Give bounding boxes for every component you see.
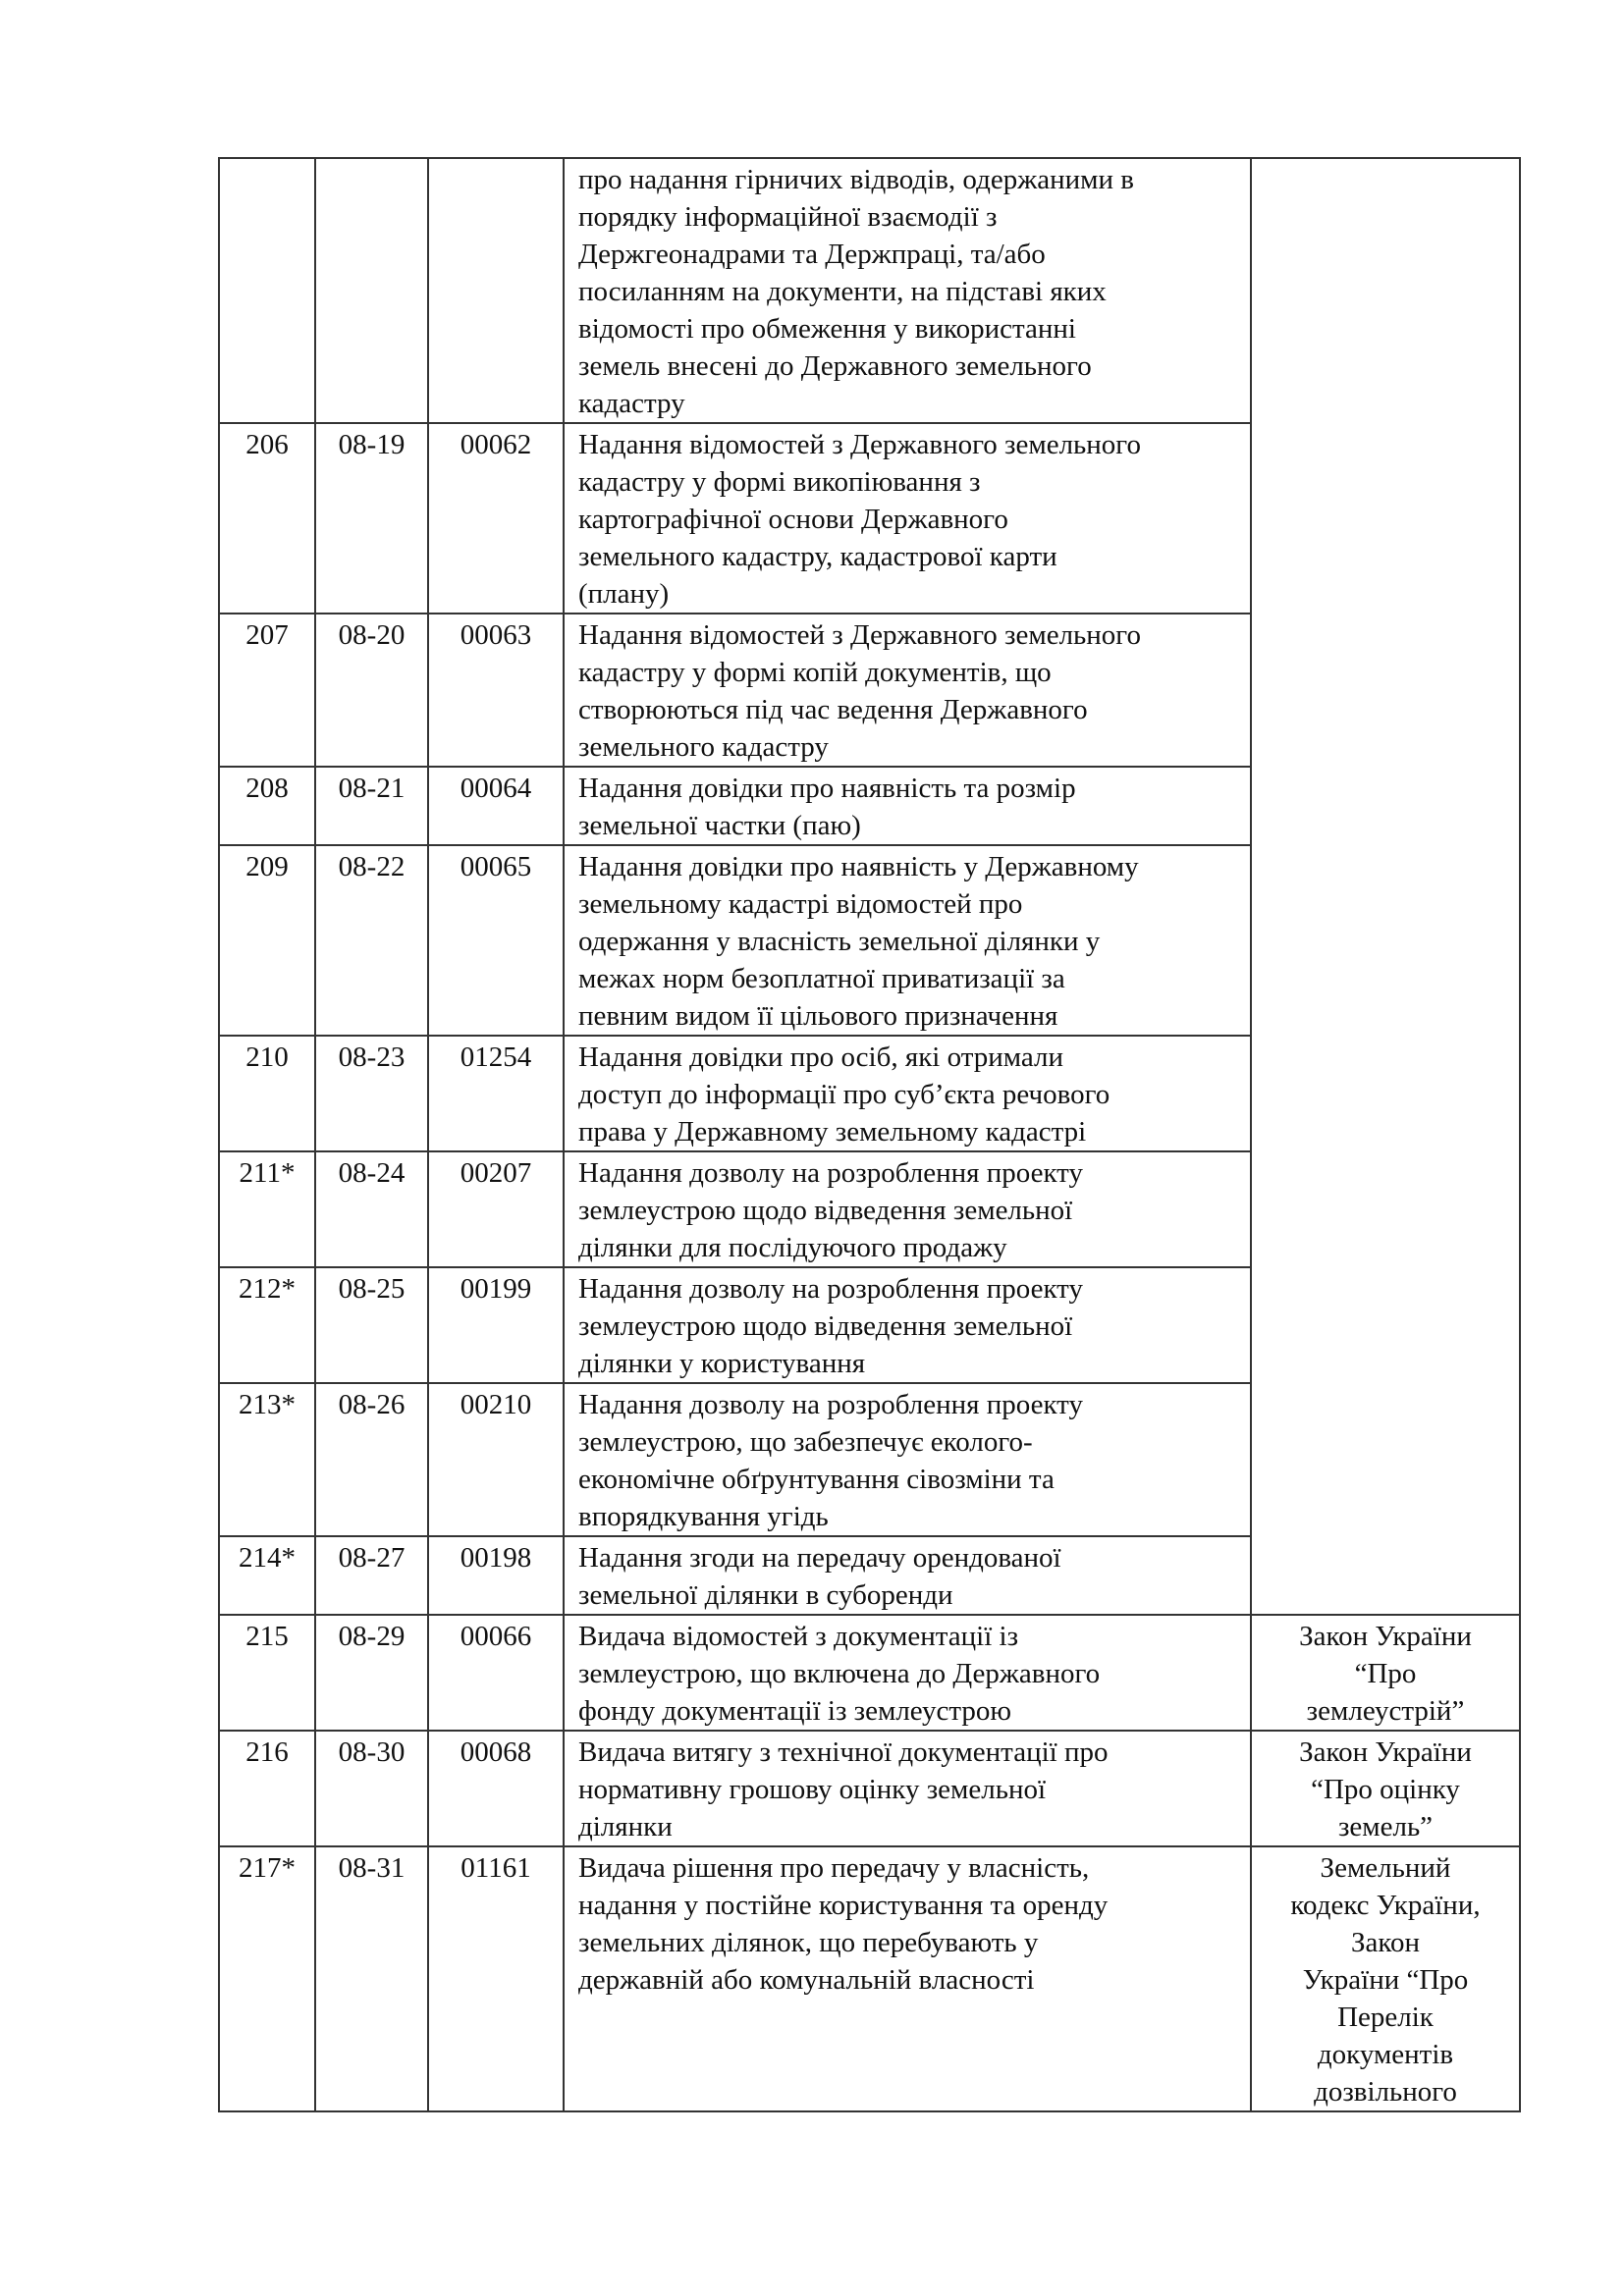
service-code — [315, 158, 428, 423]
table-row — [219, 1615, 1520, 1731]
service-id: 00066 — [428, 1615, 564, 1731]
description-line: Надання довідки про наявність у Державному — [578, 851, 1139, 882]
row-number: 212* — [219, 1267, 315, 1383]
description-line: відомості про обмеження у використанні — [578, 313, 1076, 345]
description-line: економічне обґрунтування сівозміни та — [578, 1464, 1055, 1495]
description-line: Надання довідки про наявність та розмір — [578, 773, 1076, 804]
description-line: Надання згоди на передачу орендованої — [578, 1542, 1061, 1574]
description-line: земельного кадастру, кадастрової карти — [578, 541, 1057, 572]
description-line: порядку інформаційної взаємодії з — [578, 201, 998, 233]
service-id: 00062 — [428, 423, 564, 614]
description-line: державній або комунальній власності — [578, 1964, 1035, 1996]
services-table — [218, 157, 1521, 2112]
table-body — [219, 158, 1520, 2111]
description-line: кадастру — [578, 388, 685, 419]
service-id: 00210 — [428, 1383, 564, 1536]
row-number: 211* — [219, 1151, 315, 1267]
description-line: (плану) — [578, 578, 670, 610]
service-description — [564, 1036, 1251, 1151]
row-number: 206 — [219, 423, 315, 614]
service-description — [564, 845, 1251, 1036]
description-line: Видача витягу з технічної документації про — [578, 1736, 1109, 1768]
legal-basis-line: Закон України — [1299, 1621, 1472, 1652]
service-code: 08-23 — [315, 1036, 428, 1151]
legal-basis-cell — [1251, 1731, 1520, 1846]
description-line: Надання дозволу на розроблення проекту — [578, 1389, 1083, 1420]
legal-basis-line: Земельний — [1320, 1852, 1451, 1884]
legal-basis-line: Перелік — [1337, 2002, 1434, 2033]
legal-basis-line: земель” — [1337, 1811, 1434, 1842]
service-code: 08-24 — [315, 1151, 428, 1267]
legal-basis-line: Закон України — [1299, 1736, 1472, 1768]
description-line: Надання відомостей з Державного земельного — [578, 429, 1141, 460]
service-code: 08-30 — [315, 1731, 428, 1846]
table-row — [219, 1846, 1520, 2111]
description-line: певним видом її цільового призначення — [578, 1000, 1058, 1032]
legal-basis-line: Закон — [1350, 1927, 1421, 1958]
legal-basis-line: “Про оцінку — [1311, 1774, 1460, 1805]
description-line: земельної частки (паю) — [578, 810, 861, 841]
description-line: кадастру у формі викопіювання з — [578, 466, 981, 498]
service-code: 08-20 — [315, 614, 428, 767]
service-id — [428, 158, 564, 423]
row-number: 217* — [219, 1846, 315, 2111]
legal-basis-line: дозвільного — [1314, 2076, 1457, 2108]
row-number: 214* — [219, 1536, 315, 1615]
description-line: посиланням на документи, на підставі яких — [578, 276, 1107, 307]
service-code: 08-25 — [315, 1267, 428, 1383]
service-code: 08-29 — [315, 1615, 428, 1731]
description-line: надання у постійне користування та оренду — [578, 1890, 1109, 1921]
description-line: нормативну грошову оцінку земельної — [578, 1774, 1047, 1805]
table-row — [219, 1731, 1520, 1846]
description-line: земельного кадастру — [578, 731, 829, 763]
service-description — [564, 767, 1251, 845]
description-line: про надання гірничих відводів, одержаними в — [578, 164, 1134, 195]
description-line: ділянки для послідуючого продажу — [578, 1232, 1007, 1263]
service-code: 08-31 — [315, 1846, 428, 2111]
description-line: ділянки — [578, 1811, 673, 1842]
row-number — [219, 158, 315, 423]
description-line: межах норм безоплатної приватизації за — [578, 963, 1065, 994]
service-id: 01161 — [428, 1846, 564, 2111]
legal-basis-cell — [1251, 1846, 1520, 2111]
description-line: земельному кадастрі відомостей про — [578, 888, 1023, 920]
description-line: кадастру у формі копій документів, що — [578, 657, 1052, 688]
service-id: 00199 — [428, 1267, 564, 1383]
service-id: 00063 — [428, 614, 564, 767]
service-description — [564, 1267, 1251, 1383]
service-code: 08-21 — [315, 767, 428, 845]
service-code: 08-27 — [315, 1536, 428, 1615]
service-description — [564, 1151, 1251, 1267]
row-number: 216 — [219, 1731, 315, 1846]
service-id: 00068 — [428, 1731, 564, 1846]
description-line: права у Державному земельному кадастрі — [578, 1116, 1087, 1148]
row-number: 207 — [219, 614, 315, 767]
description-line: Видача відомостей з документації із — [578, 1621, 1019, 1652]
row-number: 210 — [219, 1036, 315, 1151]
row-number: 215 — [219, 1615, 315, 1731]
service-description — [564, 1731, 1251, 1846]
service-description — [564, 1536, 1251, 1615]
row-number: 208 — [219, 767, 315, 845]
legal-basis-line: землеустрій” — [1306, 1695, 1465, 1727]
description-line: землеустрою, що включена до Державного — [578, 1658, 1101, 1689]
description-line: землеустрою щодо відведення земельної — [578, 1310, 1073, 1342]
row-number: 213* — [219, 1383, 315, 1536]
service-description — [564, 1383, 1251, 1536]
description-line: Держгеонадрами та Держпраці, та/або — [578, 239, 1046, 270]
description-line: впорядкування угідь — [578, 1501, 829, 1532]
description-line: одержання у власність земельної ділянки у — [578, 926, 1101, 957]
legal-basis-line: документів — [1317, 2039, 1454, 2070]
service-id: 00065 — [428, 845, 564, 1036]
legal-basis-cell — [1251, 158, 1520, 1615]
service-code: 08-19 — [315, 423, 428, 614]
service-id: 00207 — [428, 1151, 564, 1267]
service-code: 08-26 — [315, 1383, 428, 1536]
service-description — [564, 1846, 1251, 2111]
description-line: доступ до інформації про суб’єкта речового — [578, 1079, 1110, 1110]
description-line: землеустрою щодо відведення земельної — [578, 1195, 1073, 1226]
service-id: 00198 — [428, 1536, 564, 1615]
description-line: земельної ділянки в суборенди — [578, 1579, 953, 1611]
description-line: Надання відомостей з Державного земельного — [578, 619, 1141, 651]
service-description — [564, 158, 1251, 423]
description-line: картографічної основи Державного — [578, 504, 1008, 535]
description-line: Видача рішення про передачу у власність, — [578, 1852, 1090, 1884]
description-line: землеустрою, що забезпечує еколого- — [578, 1426, 1033, 1458]
description-line: земельних ділянок, що перебувають у — [578, 1927, 1039, 1958]
description-line: Надання дозволу на розроблення проекту — [578, 1273, 1083, 1305]
service-description — [564, 1615, 1251, 1731]
legal-basis-line: України “Про — [1302, 1964, 1469, 1996]
description-line: фонду документації із землеустрою — [578, 1695, 1012, 1727]
service-description — [564, 614, 1251, 767]
description-line: створюються під час ведення Державного — [578, 694, 1088, 725]
description-line: Надання довідки про осіб, які отримали — [578, 1041, 1064, 1073]
description-line: земель внесені до Державного земельного — [578, 350, 1092, 382]
description-line: Надання дозволу на розроблення проекту — [578, 1157, 1083, 1189]
description-line: ділянки у користування — [578, 1348, 866, 1379]
service-code: 08-22 — [315, 845, 428, 1036]
row-number: 209 — [219, 845, 315, 1036]
legal-basis-line: кодекс України, — [1290, 1890, 1481, 1921]
service-id: 01254 — [428, 1036, 564, 1151]
legal-basis-line: “Про — [1354, 1658, 1417, 1689]
table-row — [219, 158, 1520, 423]
service-id: 00064 — [428, 767, 564, 845]
legal-basis-cell — [1251, 1615, 1520, 1731]
service-description — [564, 423, 1251, 614]
